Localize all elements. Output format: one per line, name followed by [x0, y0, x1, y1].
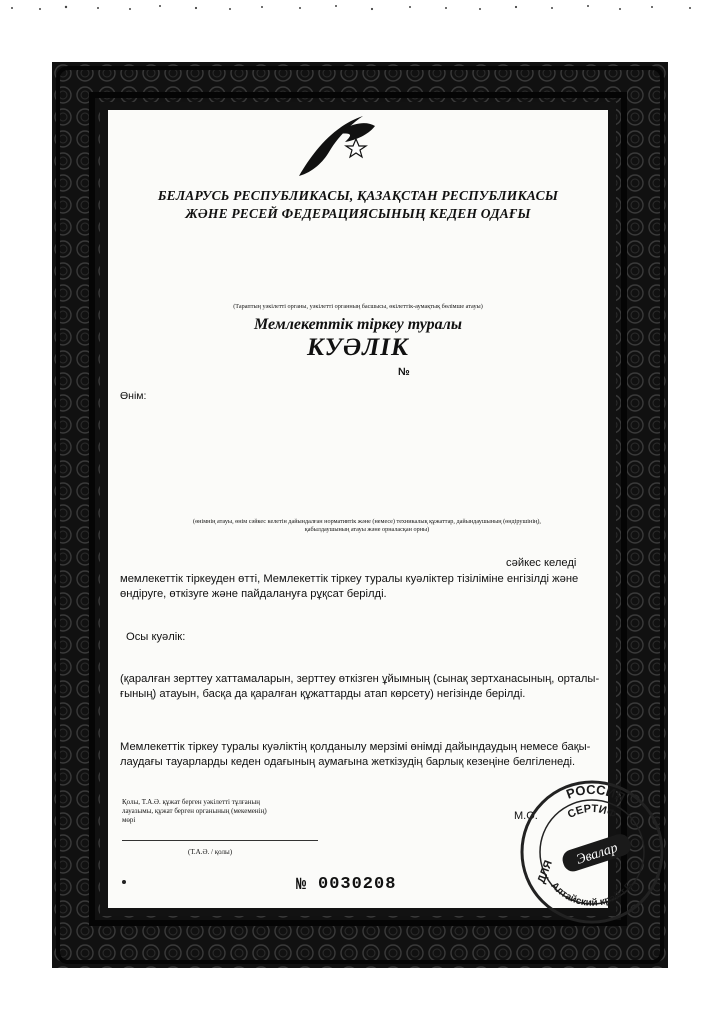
product-caption-1: (өнімнің атауы, өнім сәйкес келетін дайындалған нормативтік және (немесе) техникалық құжаттар, дайындаушының (өндірушінің), [193, 518, 541, 525]
signature-line-2: лауазымы, құжат берген органының (мекеменің) [122, 807, 267, 815]
stamp-top-text: РОССИЯ [564, 781, 628, 805]
basis-line-1: (қаралған зерттеу хаттамаларын, зерттеу өткізген ұйымның (сынақ зертханасының, орталы- [120, 673, 600, 685]
svg-text:Алтайский край г.Б [549, 880, 636, 908]
stamp-mid-text: СЕРТИФ [565, 802, 619, 822]
company-stamp [512, 772, 672, 932]
product-label: Өнім: [120, 390, 147, 402]
serial-number: 0030208 [318, 875, 397, 894]
stamp-brand: Эвалар [574, 840, 620, 868]
scan-noise [0, 0, 724, 16]
registration-line-1: мемлекеттік тіркеуден өтті, Мемлекеттік тіркеу туралы куәліктер тізіліміне енгізілді және [120, 573, 579, 585]
stamp-bottom-text: Алтайский край г.Б [548, 880, 636, 909]
seal-place-mark: М.О. [514, 810, 538, 822]
customs-union-emblem-icon [293, 112, 383, 180]
signature-line-3: мөрі [122, 816, 136, 824]
corresponds-text: сәйкес келеді [506, 557, 577, 569]
basis-label: Осы куәлік: [126, 631, 186, 643]
certificate-subtitle: Мемлекеттік тіркеу туралы [254, 316, 462, 333]
header-line-2: ЖӘНЕ РЕСЕЙ ФЕДЕРАЦИЯСЫНЫҢ КЕДЕН ОДАҒЫ [185, 206, 531, 221]
header-line-1: БЕЛАРУСЬ РЕСПУБЛИКАСЫ, ҚАЗАҚСТАН РЕСПУБЛИКАСЫ [157, 188, 559, 203]
certificate-title: КУӘЛІК [307, 334, 409, 361]
signature-rule [122, 840, 318, 841]
signature-caption: (Т.А.Ә. / қолы) [188, 848, 233, 856]
certificate-number-sign: № [398, 366, 410, 378]
svg-text:СЕРТИФ [566, 803, 618, 821]
basis-line-2: ғының) атауын, басқа да қаралған құжаттарды атап көрсету) негізінде берілді. [120, 688, 526, 700]
product-caption-2: қабылдаушының атауы және орналасқан орны) [304, 526, 430, 533]
serial-sign: № [296, 876, 307, 895]
validity-line-2: лаудағы тауарларды кеден одағының аумағына жеткізудің барлық кезеңіне белгіленеді. [120, 756, 576, 768]
signature-line-1: Қолы, Т.А.Ә. құжат берген уәкілетті тұлғаның [122, 798, 260, 806]
stamp-left-text: ДЛЯ [535, 858, 555, 886]
authority-caption: (Тараптың уәкілетті органы, уәкілетті органның басшысы, өкілеттік-аумақтық бөлімше атауы) [233, 303, 483, 310]
validity-line-1: Мемлекеттік тіркеу туралы куәліктің қолданылу мерзімі өнімді дайындаудың немесе бақы- [120, 741, 591, 753]
registration-line-2: өндіруге, өткізуге және пайдалануға рұқсат берілді. [120, 588, 387, 600]
scan-dot [122, 880, 126, 884]
